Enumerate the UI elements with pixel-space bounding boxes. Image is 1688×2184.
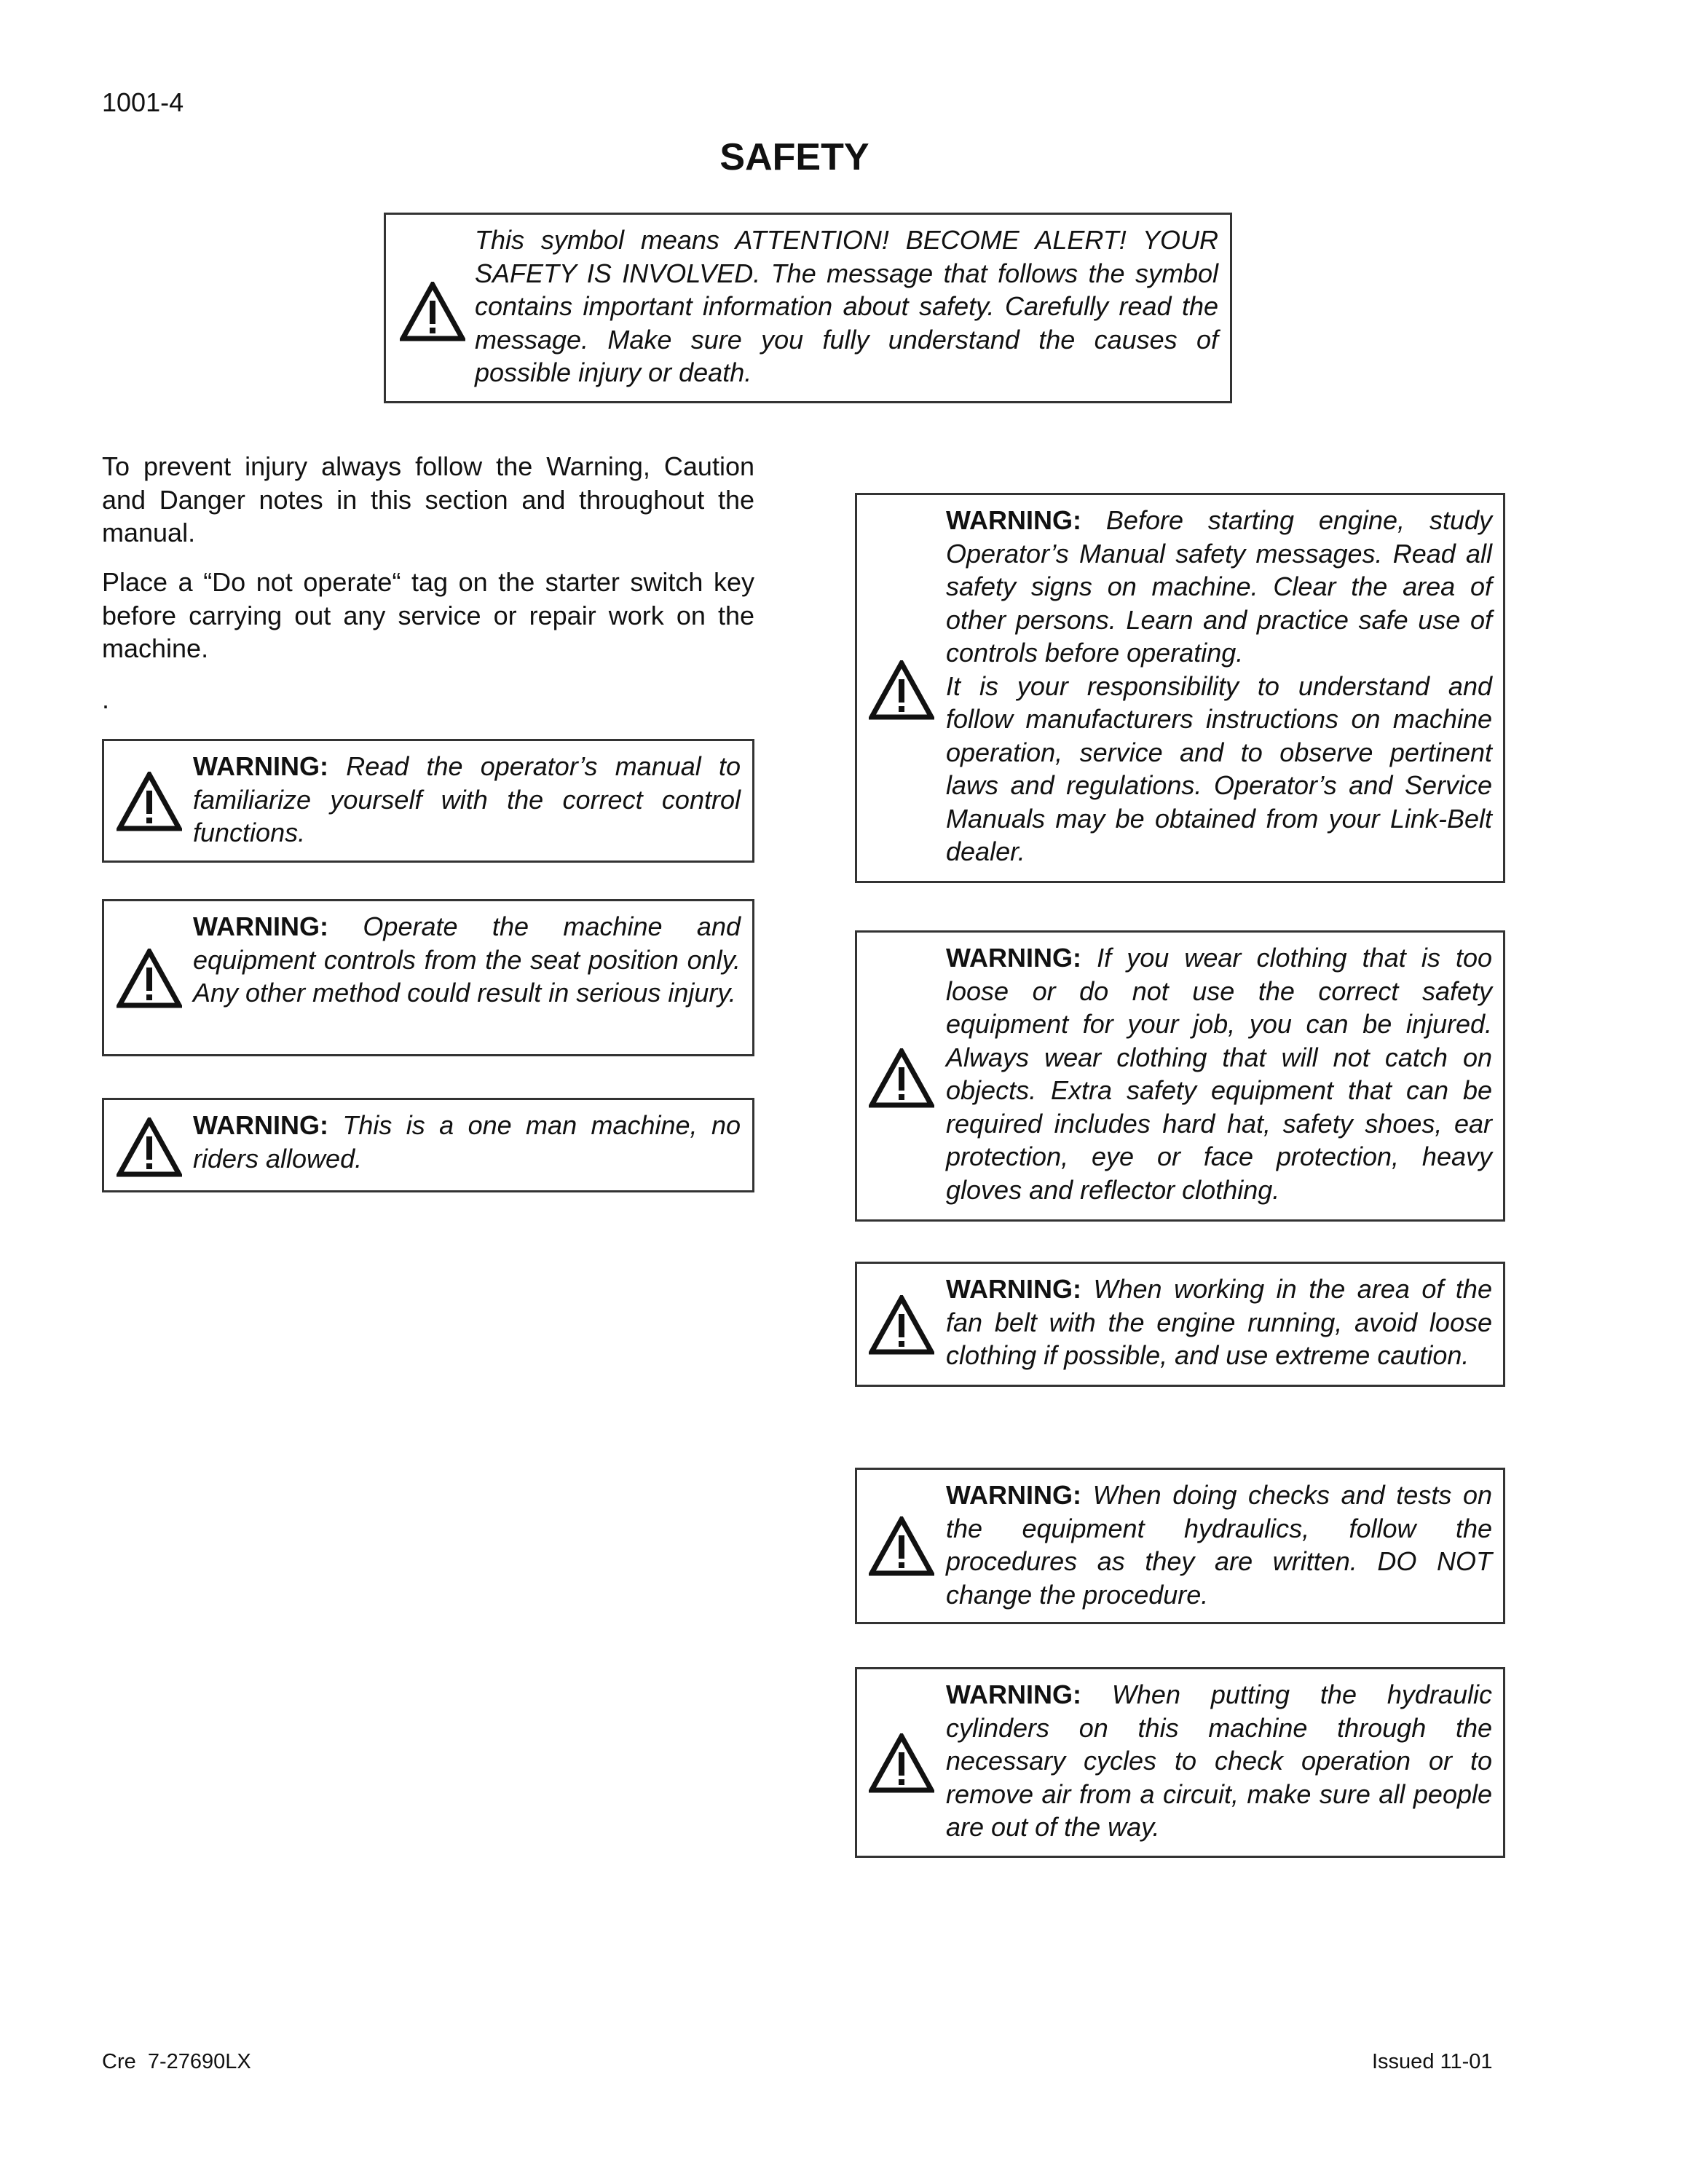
warning-box-hydraulic-checks	[855, 1468, 1505, 1624]
warning-text: WARNING: Read the operator’s manual to familiarize yourself with the correct control functions.	[193, 751, 741, 847]
warning-label: WARNING:	[193, 911, 328, 941]
footer-document-code: Cre 7-27690LX	[102, 2050, 251, 2073]
warning-text: WARNING: Before starting engine, study Operator’s Manual safety messages. Read all safety signs on machine. Clear the area of other persons. Learn and practice safe use of controls before operating. It is your responsibility to understand and follow manufacturers instructions on machine operation, service and to observe pertinent laws and regulations. Operator’s and Service Manuals may be obtained from your Link-Belt dealer.	[946, 505, 1492, 866]
warning-triangle-icon	[869, 660, 934, 720]
warning-triangle-icon	[869, 1516, 934, 1576]
warning-box-clothing	[855, 930, 1505, 1222]
warning-text: WARNING: When doing checks and tests on the equipment hydraulics, follow the procedures as they are written. DO NOT change the procedure.	[946, 1480, 1492, 1610]
page-number: 1001-4	[102, 87, 184, 117]
alert-symbol-box	[384, 213, 1232, 403]
warning-triangle-icon	[117, 949, 182, 1008]
stray-mark: .	[102, 684, 110, 714]
warning-text: WARNING: This is a one man machine, no riders allowed.	[193, 1110, 741, 1174]
warning-label: WARNING:	[946, 1679, 1081, 1709]
warning-triangle-icon	[869, 1733, 934, 1793]
warning-box-seat-position	[102, 899, 754, 1056]
warning-label: WARNING:	[946, 1480, 1081, 1510]
warning-box-hydraulic-cylinders	[855, 1667, 1505, 1858]
page-title: SAFETY	[719, 136, 869, 178]
alert-symbol-text: This symbol means ATTENTION! BECOME ALERT! YOUR SAFETY IS INVOLVED. The message that follows the symbol contains important information about safety. Carefully read the message. Make sure you fully understand the causes of possible injury or death.	[475, 225, 1218, 387]
intro-paragraph-2: Place a “Do not operate“ tag on the starter switch key before carrying out any service or repair work on the machine.	[102, 567, 754, 663]
warning-text: WARNING: When putting the hydraulic cylinders on this machine through the necessary cycles to check operation or to remove air from a circuit, make sure all people are out of the way.	[946, 1679, 1492, 1842]
warning-box-fan-belt	[855, 1262, 1505, 1387]
footer-issue-date: Issued 11-01	[1372, 2050, 1493, 2073]
warning-triangle-icon	[869, 1295, 934, 1355]
warning-label: WARNING:	[946, 505, 1081, 535]
intro-paragraph-1: To prevent injury always follow the Warning, Caution and Danger notes in this section and throughout the manual.	[102, 451, 754, 547]
warning-triangle-icon	[117, 1117, 182, 1177]
warning-text: WARNING: Operate the machine and equipment controls from the seat position only. Any other method could result in serious injury.	[193, 911, 741, 1008]
warning-label: WARNING:	[193, 1110, 328, 1140]
warning-text-continued: It is your responsibility to understand and follow manufacturers instructions on machine operation, service and to observe pertinent laws and regulations. Operator’s and Service Manuals may be obtained from your Link-Belt dealer.	[946, 670, 1492, 866]
warning-text: WARNING: If you wear clothing that is too loose or do not use the correct safety equipment for your job, you can be injured. Always wear clothing that will not catch on objects. Extra safety equipment that can be required includes hard hat, safety shoes, ear protection, eye or face protection, heavy gloves and reflector clothing.	[946, 943, 1492, 1205]
warning-box-control-functions	[102, 739, 754, 863]
warning-label: WARNING:	[193, 751, 328, 781]
warning-triangle-icon	[869, 1048, 934, 1108]
warning-triangle-icon	[117, 772, 182, 831]
warning-label: WARNING:	[946, 943, 1081, 973]
warning-box-starting-engine	[855, 493, 1505, 883]
warning-label: WARNING:	[946, 1274, 1081, 1304]
warning-triangle-icon	[400, 282, 465, 341]
warning-text: WARNING: When working in the area of the fan belt with the engine running, avoid loose clothing if possible, and use extreme caution.	[946, 1274, 1492, 1370]
warning-box-no-riders	[102, 1098, 754, 1192]
